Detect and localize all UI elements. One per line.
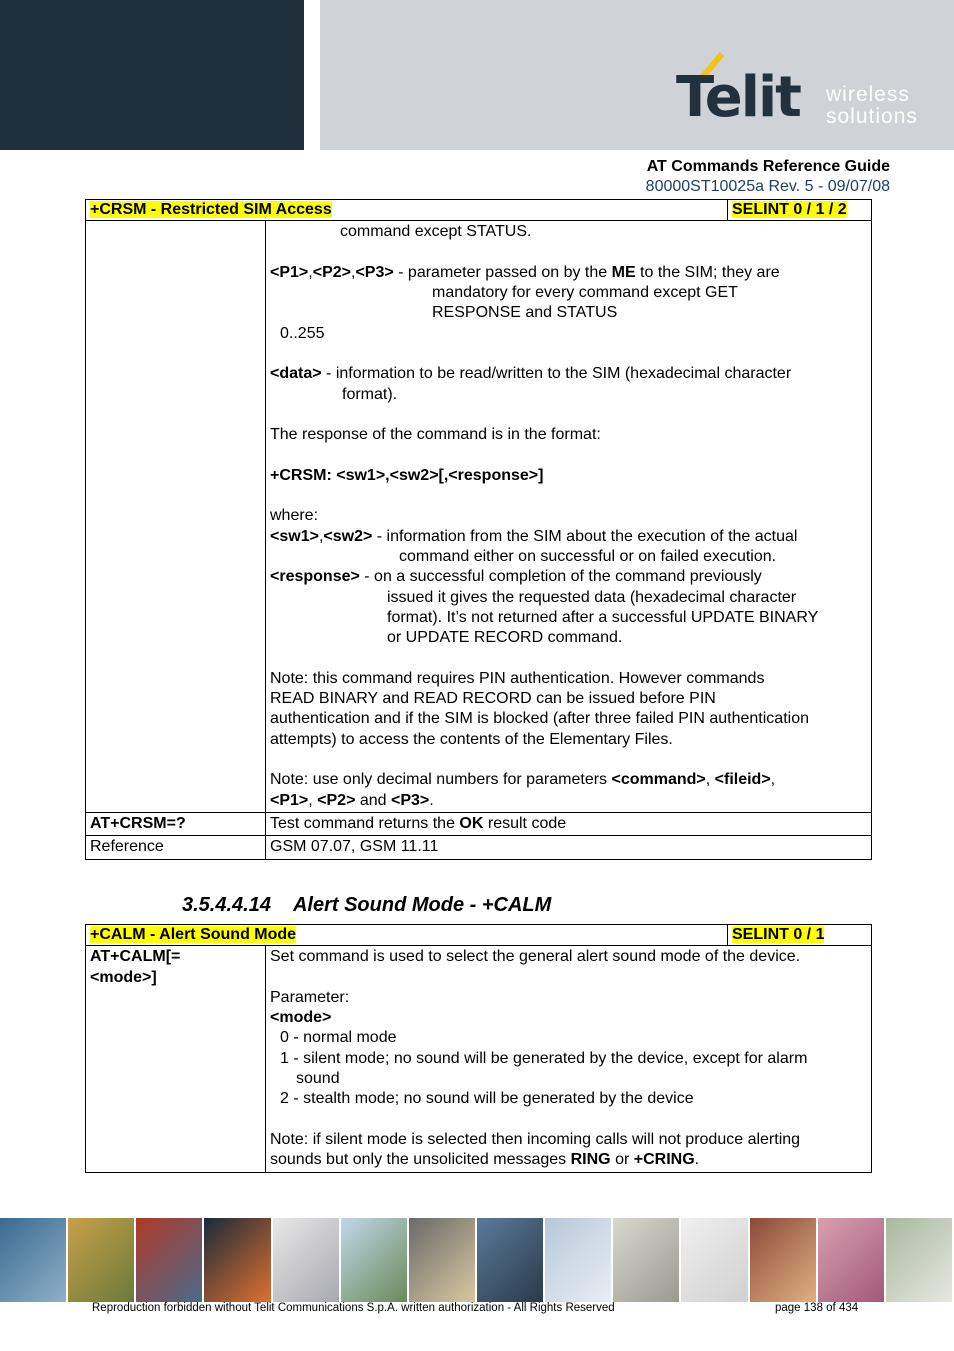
table-header-row [86,925,872,946]
table-row: command except STATUS. <P1>,<P2>,<P3> - parameter passed on by the ME to the SIM; they are mandatory for every command except GET RESPONSE and STATUS 0..255 <data> - information to be read/written to the SIM (hexadecimal character format). The response of the command is in the format: +CRSM: <sw1>,<sw2>[,<response>] where: <sw1>,<sw2> - information from the SIM about the execution of the actual command either on successful or on failed execution. <response> - on a successful completion of the command previously issued it gives the requested data (hexadecimal character format). It’s not returned after a successful UPDATE BINARY or UPDATE RECORD command. Note: this command requires PIN authentication. However commands READ BINARY and READ RECORD can be issued before PIN authentication and if the SIM is blocked (after three failed PIN authentication attempts) to access the contents of the Elementary Files. Note: use only decimal numbers for parameters <command>, <fileid>, <P1>, <P2> and <P3>. [86,221,872,813]
header-dark-panel [0,0,304,150]
sw-desc: <sw1>,<sw2> - information from the SIM about the execution of the actual [270,527,798,545]
table-title: +CRSM - Restricted SIM Access [90,201,332,218]
data-desc: <data> - information to be read/written to the SIM (hexadecimal character [270,365,792,383]
response-desc: <response> - on a successful completion of the command previously [270,568,762,586]
params-desc: <P1>,<P2>,<P3> - parameter passed on by the ME to the SIM; they are [270,263,780,281]
page-number: page 138 of 434 [775,1302,859,1314]
calm-table [85,924,872,1173]
response-format: +CRSM: <sw1>,<sw2>[,<response>] [270,466,544,484]
document-title: AT Commands Reference Guide [646,158,890,175]
text-line: command except STATUS. [340,223,532,241]
copyright-notice: Reproduction forbidden without Telit Communications S.p.A. written authorization - All Rights Reserved [92,1302,615,1314]
table-title: +CALM - Alert Sound Mode [90,926,297,943]
crsm-table [85,199,872,860]
logo-wordmark: Telit [676,65,800,130]
telit-logo [676,48,936,138]
table-row [86,836,872,859]
note-decimal: Note: use only decimal numbers for parameters <command>, <fileid>, [270,771,776,789]
selint-badge: SELINT 0 / 1 [732,926,825,943]
document-revision: 80000ST10025a Rev. 5 - 09/07/08 [645,178,890,195]
section-heading: 3.5.4.4.14 Alert Sound Mode - +CALM [182,894,552,916]
note-unsolicited: sounds but only the unsolicited messages RING or +CRING. [270,1151,700,1169]
footer-image-strip [0,1218,954,1302]
set-command: AT+CALM[= <mode>] [86,946,266,1172]
test-command: AT+CRSM=? [86,812,266,835]
logo-tagline: wireless solutions [826,83,918,128]
param-range: 0..255 [280,324,325,342]
table-row: AT+CALM[= <mode>] Set command is used to select the general alert sound mode of the device. Parameter: <mode> 0 - normal mode 1 - silent mode; no sound will be generated by the device, except for alarm sound 2 - stealth mode; no sound will be generated by the device Note: if silent mode is selected then incoming calls will not produce alerting sounds but only the unsolicited messages RING or +CRING. [86,946,872,1172]
table-header-row [86,200,872,221]
reference-value: GSM 07.07, GSM 11.11 [266,836,872,859]
test-desc: Test command returns the OK result code [266,812,872,835]
table-row [86,812,872,835]
note-pin: Note: this command requires PIN authentication. However commands READ BINARY and READ RECORD can be issued before PIN authentication and if the SIM is blocked (after three failed PIN authentication attempts) to access the contents of the Elementary Files. [270,669,809,748]
reference-label: Reference [86,836,266,859]
selint-badge: SELINT 0 / 1 / 2 [732,201,847,218]
